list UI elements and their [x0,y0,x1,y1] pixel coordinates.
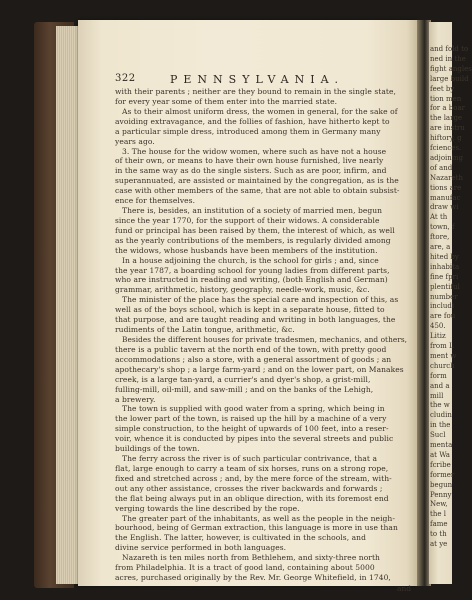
text-line: since the year 1770, for the support of their widows. A considerable [115,215,380,225]
facing-page-line: of and [430,163,453,172]
text-line: fulling-mill, oil-mill, and saw-mill ; and on the banks of the Lehigh, [115,384,374,394]
text-line: the year 1787, a boarding school for young ladies from different parts, [115,265,390,275]
text-line: acres, purchased originally by the Rev. Mr. George Whitefield, in 1740, [115,573,391,583]
facing-page-line: and a [430,381,450,390]
text-line: with their parents ; neither are they bound to remain in the single state, [115,87,396,96]
text-line: The greater part of the inhabitants, as well as the people in the neigh- [122,513,395,523]
facing-page-line: adjoining [430,153,464,162]
text-line: flat, large enough to carry a team of six horses, runs on a strong rope, [115,463,389,473]
page-header [115,73,407,85]
text-line: fund or principal has been raised by them, the interest of which, as well [115,225,395,235]
text-line: voir, whence it is conducted by pipes into the several streets and public [115,434,394,444]
text-line: avoiding extravagance, and the follies of fashion, have hitherto kept to [115,116,390,126]
text-line: In a house adjoining the church, is the school for girls ; and, since [122,255,379,265]
facing-page-line: draw wi [430,203,459,212]
text-line: rudiments of the Latin tongue, arithmetic, &c. [115,325,295,335]
facing-page-line: town, f [430,223,455,232]
catchword: and [397,584,412,593]
text-line: from Philadelphia. It is a tract of good land, containing about 5000 [115,563,375,573]
facing-page-line: number [430,292,458,301]
text-line: a brewery. [115,394,156,404]
text-line: There is, besides, an institution of a society of married men, begun [122,206,383,216]
facing-page-line: fight angles [430,64,472,73]
facing-page-line: fine fpri [430,272,459,281]
facing-page-line: mill [430,391,444,400]
text-line: simple construction, to the height of upwards of 100 feet, into a reser- [115,424,389,434]
facing-page-line: plentiful [430,282,460,291]
facing-page-line: cludin [430,411,452,420]
text-line: a particular simple dress, introduced among them in Germany many [115,126,381,136]
text-line: years ago. [115,136,155,146]
text-line: Nazareth is ten miles north from Bethlehem, and sixty-three north [122,553,380,563]
page-number: 322 [115,73,136,84]
text-line: the English. The latter, however, is cultivated in the schools, and [115,533,366,543]
facing-page-line: New, [430,500,448,509]
text-line: 3. The house for the widow women, where such as have not a house [122,146,387,156]
text-line: buildings of the town. [115,444,200,454]
text-line: bourhood, being of German extraction, this language is more in use than [115,523,398,533]
facing-page-line: at ye [430,540,448,548]
text-line: The town is supplied with good water from a spring, which being in [122,404,385,414]
text-line: there is a public tavern at the north end of the town, with pretty good [115,344,387,354]
text-line: ence for themselves. [115,196,196,206]
text-line: Besides the different houses for private tradesmen, mechanics, and others, [122,335,408,344]
facing-page-line: ment w [430,351,457,360]
facing-page-line: church [430,361,455,370]
facing-page-line: the w [430,401,450,410]
facing-page-line: menta [430,441,453,449]
facing-page-line: are, a [430,243,451,251]
text-line: As to their almost uniform dress, the women in general, for the sake of [122,106,398,116]
facing-page-line: are instru [430,124,465,133]
text-line: for every year some of them enter into the married state. [115,96,338,106]
text-line: divine service performed in both languages. [115,543,287,553]
text-line: fixed and stretched across ; and, by the mere force of the stream, with- [115,473,392,483]
text-line: of their own, or means to have their own house furnished, live nearly [115,156,384,166]
text-line: as the yearly contributions of the members, is regularly divided among [115,235,391,245]
facing-page-line: begun [430,480,453,489]
facing-page-line: hiftory, g [430,134,462,143]
facing-page-line: are fou [430,312,456,321]
facing-page-line: tions are [430,183,462,192]
facing-page-line: the l [430,510,446,519]
text-line: The ferry across the river is of such particular contrivance, that a [122,454,377,464]
facing-page-line: ftore, [430,233,450,242]
facing-page-line: hited by [430,252,459,261]
text-line: in the same way as do the single sisters. Such as are poor, infirm, and [115,166,387,176]
facing-page-line: from L [430,342,454,350]
text-line: the flat being always put in an oblique direction, with its foremost end [115,493,389,503]
facing-page-line: At th [430,213,448,222]
facing-page-line: Sucl [430,431,446,440]
text-line: that purpose, and are taught reading and writing in both languages, the [115,315,396,325]
facing-page-line: fame [430,520,448,529]
facing-page-line: 450. [430,322,446,331]
facing-page-line: Penny [430,490,452,499]
running-head: PENNSYLVANIA. [170,73,345,86]
text-line: The minister of the place has the special care and inspection of this, as [122,295,399,305]
text-line: out any other assistance, crosses the river backwards and forwards ; [115,483,383,493]
facing-page-line: the large [430,114,463,123]
text-line: the widows, whose husbands have been members of the institution. [115,245,378,255]
text-line: who are instructed in reading and writing, (both English and German) [115,275,388,285]
facing-page-line: to th [430,530,447,539]
facing-page-line: and fold to [430,45,469,53]
facing-page-line: form [430,371,447,380]
facing-page-line: Nazareth [430,173,463,182]
right-page-fragment [429,22,472,584]
text-line: accommodations ; also a store, with a general assortment of goods ; an [115,354,392,364]
text-line: verging towards the line described by the rope. [115,503,300,513]
text-line: grammar, arithmetic, history, geography, needle-work, music, &c. [115,285,370,295]
facing-page-line: Litiz [430,332,446,341]
facing-page-line: for a boar [430,104,465,113]
text-line: superannuated, are assisted or maintained by the congregation, as is the [115,176,399,186]
facing-page-line: at Wa [430,450,450,459]
facing-page-line: ned in the [430,54,466,63]
facing-page-line: fciences. [430,144,462,152]
text-line: creek, is a large tan-yard, a currier's and dyer's shop, a grist-mill, [115,374,371,384]
facing-page-line: inhabita [430,262,460,271]
text-line: apothecary's shop ; a large farm-yard ; and on the lower part, on Manakes [115,364,404,374]
facing-page-line: fcribe [430,460,451,469]
facing-page-line: feet by [430,84,455,93]
facing-page-line: large build [430,74,469,83]
facing-page-line: tion men [430,94,462,103]
facing-page-line: former [430,470,455,479]
text-line: the lower part of the town, is raised up the hill by a machine of a very [115,414,387,424]
text-line: case with other members of the same, that are not able to obtain subsist- [115,186,400,196]
text-line: well as of the boys school, which is kept in a separate house, fitted to [115,305,385,315]
facing-page-line: in the [430,421,451,430]
facing-page-line: manufac [430,193,461,202]
facing-page-line: includi [430,302,455,311]
